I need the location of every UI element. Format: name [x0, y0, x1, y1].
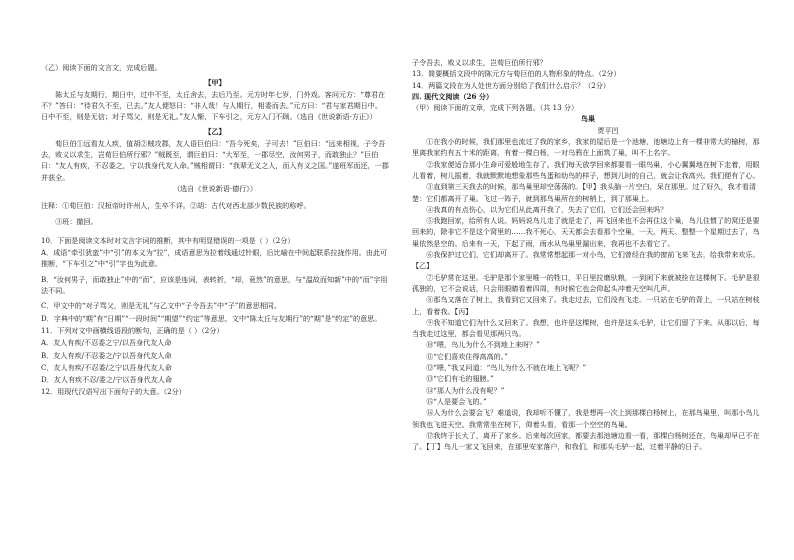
question-10: 10．下面是阅读文本时对文言字词的推断，其中有明显错误的一项是（ ）（2分） [41, 235, 295, 245]
jia-text: 陈太丘与友期行，期日中，过中不至，太丘舍去，去后乃至。元方时年七岁，门外戏。客问元方：“尊君在不？”答曰：“待君久不至，已去。”友人便怒曰：“非人哉！与人期行，相委而去。”元方曰：“君与家君期日中。日中不至，则是无信；对子骂父，则是无礼。”友人惭，下车引之，元方入门不顾。（选自《世说新语·方正》） [41, 89, 386, 122]
yi-heading: 【乙】 [204, 127, 226, 137]
article-paragraph: ⑮“人是要会飞的。” [426, 396, 487, 406]
jia-heading: 【甲】 [204, 78, 226, 88]
question-11-option-a: A．友人有疾/不忍委之宁/以吾身代友人命 [41, 338, 172, 348]
article-paragraph: ⑫“喂，”我又问道：“鸟儿为什么不就在地上飞呢？” [426, 363, 587, 373]
question-12-sentence: 子令吾去，败义以求生，岂荀巨伯所行邪？ [412, 58, 547, 67]
article-title: 鸟巢 [580, 114, 596, 124]
article-paragraph: ⑪“它们喜欢住得高高的。” [426, 351, 508, 361]
question-10-option-d: D．字典中的“期”有“日期”“一段时间”“期望”“约定”等意思，文中“陈太丘与友期行”的“期”是“约定”的意思。 [41, 313, 382, 323]
note-2: ③班：撤回。 [55, 216, 98, 226]
question-14: 14．两篇文段在为人处世方面分别给了我们什么启示？（2分） [412, 80, 610, 90]
article-paragraph: ⑦毛驴常在这里。毛驴是那个家里唯一的牲口，平日里拉磨驮粮，一到闲下来就被拴在这棵树下。毛驴是很孤独的，它不会说话，只会用眼睛看着四周，有时候它也会仰起头冲着天空叫几声。 [412, 272, 760, 293]
left-column [41, 62, 389, 398]
yi-source: （选自《世说新语·德行》） [173, 183, 257, 193]
article-paragraph: ⑤我跑回家，给所有人说。妈妈说鸟儿走了就是走了，再飞回来也不会再住这个巢，鸟儿住惯了的窝还是要回来的，除非它不是这个窝里的……我不死心，天天都会去看那个空巢，一天、两天、整整一个星期过去了，鸟巢依然是空的。后来有一天，下起了雨，雨水从鸟巢里漏出来，我再也不去看它了。 [412, 216, 760, 248]
article-paragraph: ⑭“那人为什么没有呢？” [426, 385, 505, 395]
article-paragraph: ③直到第三天我去的时候，那鸟巢里却空荡荡的。【甲】我头脑一片空白，呆在那里。过了好久，我才看清楚：它们都离开了巢。飞过一阵子，就到那鸟巢所在的树梢上，到了那巢上。 [412, 182, 757, 203]
article-paragraph: ⑧那鸟又落在了树上，我看到它又回来了。我走过去，它们没有飞走。一只站在毛驴的背上，一只站在树枝上，看着我。【丙】 [412, 295, 760, 316]
article-paragraph: ①在我小的时候，我们那里也流过了我的家乡，我家的屋后是一个池塘，池塘边上有一棵非常大的榆树，那里离我家约有五十米的距离，有着一棵白杨，一对乌鸦在上面筑了巢，叫不上名字。 [412, 137, 760, 158]
article-paragraph: ④我真的有点伤心，以为它们从此离开我了，失去了它们，它们还会回来吗？ [426, 204, 668, 214]
article-paragraph: ⑩“喂，鸟儿为什么不到地上来呀？” [426, 340, 540, 350]
question-12: 12．用现代汉语写出下面句子的大意。（2分） [41, 387, 186, 397]
question-11-option-c: C．友人有疾/不忍委/之宁以吾身代友人命 [41, 362, 172, 372]
question-11: 11．下列对文中画横线语段的断句，正确的是（ ）（2分） [41, 325, 224, 335]
article-paragraph: ⑨我不知道它们为什么又回来了。我想，也许是这棵树，也许是这头毛驴，让它们留了下来。从那以后，每当我走过这里，都会看见那两只鸟。 [412, 317, 760, 339]
part-jia-instructions: （甲）阅读下面的文章，完成下列各题。（共 13 分） [412, 103, 579, 113]
yi-text: 荀巨伯①远看友人疾，值胡②贼攻郡，友人语巨伯曰：“吾今死矣，子可去！”巨伯曰：“远来相视，子令吾去，败义以求生，岂荀巨伯所行邪？”贼既至，谓巨伯曰：“大军至，一郡尽空，汝何男子，而敢独止？”巨伯曰：“友人有疾，不忍委之，宁以我身代友人命。”贼相谓曰：“我辈无义之人，而入有义之国。”遂班军而还，一郡并获全。 [41, 138, 389, 182]
question-11-option-d: D．友人有疾不忍/委之/宁以吾身代友人命 [41, 375, 173, 385]
question-10-option-a: A．成语“牵引犹蛮”中“引”的本义为“拉”，成语意思为拉着线通过针眼，后比喻在中间起联系拉拢作用。由此可推断，“下车引之”中“引”字也为此意。 [41, 248, 388, 269]
question-10-option-b: B．“汝何男子，而敢独止”中的“而”，应该是连词，表转折，“却，竟然”的意思，与“温故而知新”中的“而”字用法不同。 [41, 274, 388, 296]
question-11-option-b: B．友人有疾/不忍委之/宁以吾身代友人命 [41, 350, 172, 360]
article-paragraph: ⑰我终于长大了，离开了家乡。后来每次回家，都要去那池塘边看一看，那棵白杨树还在，鸟巢却早已不在了。【丁】鸟儿一家又飞回来，在那里安家落户，和我们，和那头毛驴一起，过着平静的日子。 [412, 430, 760, 452]
article-author: 贾平凹 [597, 125, 619, 135]
note-1: 注释：①荀巨伯：汉桓帝时许州人，生卒不详。②胡：古代对西北部少数民族的称呼。 [41, 201, 311, 211]
article-paragraph: ②我家便适合那小生命可爱般地生存了。我们每天放学回来都要看一眼鸟巢，小心翼翼地在树下走着，用眼儿看着，树儿摇着，我就默默地想象那些鸟蛋和幼鸟的样子，想到儿时的自己，就会让我高兴。我们便有了心。 [412, 159, 760, 180]
article-paragraph: ⑥我保护过它们，它们却离开了。我常常想起那一对小鸟，它们曾经在我的窗前飞来飞去，给我带来欢乐。【乙】 [412, 250, 760, 271]
right-column [412, 57, 764, 452]
question-10-option-c: C．甲文中的“对子骂父，则是无礼”与乙文中“子令吾去”中“子”的意思相同。 [41, 301, 281, 311]
question-13: 13．简要概括文段中的陈元方与荀巨伯的人物形象的特点。（2分） [412, 69, 621, 79]
section-4-title: 四. 现代文阅读（26 分） [412, 91, 494, 101]
article-paragraph: ⑯人为什么会要会飞？难道说，我却听不懂了，我是想再一次上到那棵白杨树上，在那鸟巢里，叫那小鸟儿领我也飞进天空。我常常坐在树下，仰着头看，看那一个空空的鸟巢。 [412, 408, 760, 429]
article-paragraph: ⑬“它们有毛的翅膀。” [426, 374, 494, 384]
section-title: （乙）阅读下面的文言文，完成后题。 [41, 63, 162, 72]
